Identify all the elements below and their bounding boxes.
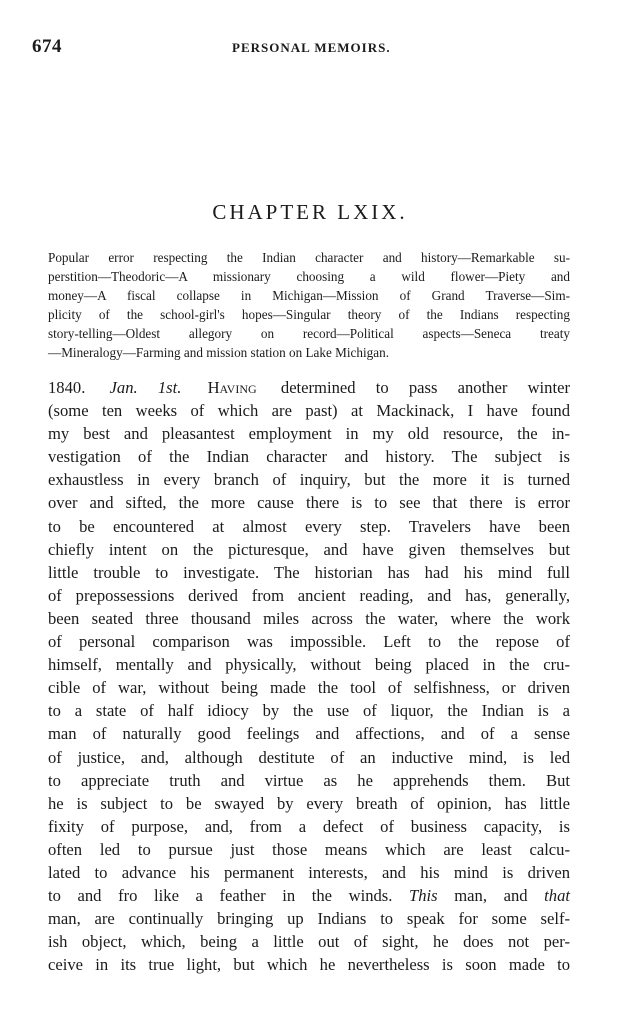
synopsis-line: money—A fiscal collapse in Michigan—Mission of Grand Traverse—Sim- bbox=[48, 288, 570, 303]
text-line: little trouble to investigate. The historian has had his mind full bbox=[48, 562, 570, 582]
text-line: man, are continually bringing up Indians to speak for some self- bbox=[48, 909, 570, 929]
text-line: to a state of half idiocy by the use of liquor, the Indian is a bbox=[48, 701, 570, 721]
text-line: of prepossessions derived from ancient reading, and has, generally, bbox=[48, 585, 570, 605]
synopsis-line: plicity of the school-girl's hopes—Singular theory of the Indians respecting bbox=[48, 307, 570, 322]
text-line: ish object, which, being a little out of sight, he does not per- bbox=[48, 932, 570, 952]
text-line: he is subject to be swayed by every breath of opinion, has little bbox=[48, 793, 570, 813]
text-line: fixity of purpose, and, from a defect of business capacity, is bbox=[48, 816, 570, 836]
text-line: of personal comparison was impossible. Left to the repose of bbox=[48, 632, 570, 652]
synopsis-line: story-telling—Oldest allegory on record—Political aspects—Seneca treaty bbox=[48, 326, 570, 341]
synopsis-line: —Mineralogy—Farming and mission station on Lake Michigan. bbox=[48, 345, 389, 360]
text-line: to appreciate truth and virtue as he apprehends them. But bbox=[48, 770, 570, 790]
chapter-title: CHAPTER LXIX. bbox=[212, 200, 408, 224]
text-line: ceive in its true light, but which he nevertheless is soon made to bbox=[48, 955, 570, 975]
text-line: my best and pleasantest employment in my old resource, the in- bbox=[48, 424, 570, 444]
text-line: lated to advance his permanent interests, and his mind is driven bbox=[48, 862, 570, 882]
text-line: man of naturally good feelings and affections, and of a sense bbox=[48, 724, 570, 744]
text-line: over and sifted, the more cause there is to see that there is error bbox=[48, 493, 570, 513]
lead-word: Having bbox=[207, 378, 257, 397]
emphasis-middle: man, and bbox=[454, 886, 528, 906]
text-line: cible of war, without being made the tool of selfishness, or driven bbox=[48, 678, 570, 698]
text-line: to be encountered at almost every step. Travelers have been bbox=[48, 516, 570, 536]
emphasis-before: to and fro like a feather in the winds. bbox=[48, 886, 393, 906]
text-line: exhaustless in every branch of inquiry, but the more it is turned bbox=[48, 470, 570, 490]
opening-rest: determined to pass another winter bbox=[280, 378, 570, 397]
text-line: himself, mentally and physically, without being placed in the cru- bbox=[48, 655, 570, 675]
chapter-synopsis bbox=[48, 248, 570, 362]
text-line: often led to pursue just those means which are least calcu- bbox=[48, 839, 570, 859]
emphasis-line bbox=[48, 884, 570, 907]
opening-line bbox=[48, 376, 570, 399]
body-text bbox=[48, 376, 570, 976]
running-title: PERSONAL MEMOIRS. bbox=[232, 40, 391, 55]
text-line: vestigation of the Indian character and history. The subject is bbox=[48, 447, 570, 467]
synopsis-line: perstition—Theodoric—A missionary choosing a wild flower—Piety and bbox=[48, 269, 570, 284]
synopsis-line: Popular error respecting the Indian character and history—Remarkable su- bbox=[48, 250, 570, 265]
text-line: of justice, and, although destitute of an inductive mind, is led bbox=[48, 747, 570, 767]
entry-date: Jan. 1st. bbox=[109, 378, 182, 397]
emphasis-italic-that: that bbox=[544, 886, 570, 906]
page-number: 674 bbox=[32, 36, 62, 57]
text-line: chiefly intent on the picturesque, and have given themselves but bbox=[48, 539, 570, 559]
text-line: been seated three thousand miles across the water, where the work bbox=[48, 608, 570, 628]
entry-year: 1840. bbox=[48, 378, 86, 397]
emphasis-italic-this: This bbox=[409, 886, 438, 906]
text-line: (some ten weeks of which are past) at Mackinack, I have found bbox=[48, 401, 570, 421]
